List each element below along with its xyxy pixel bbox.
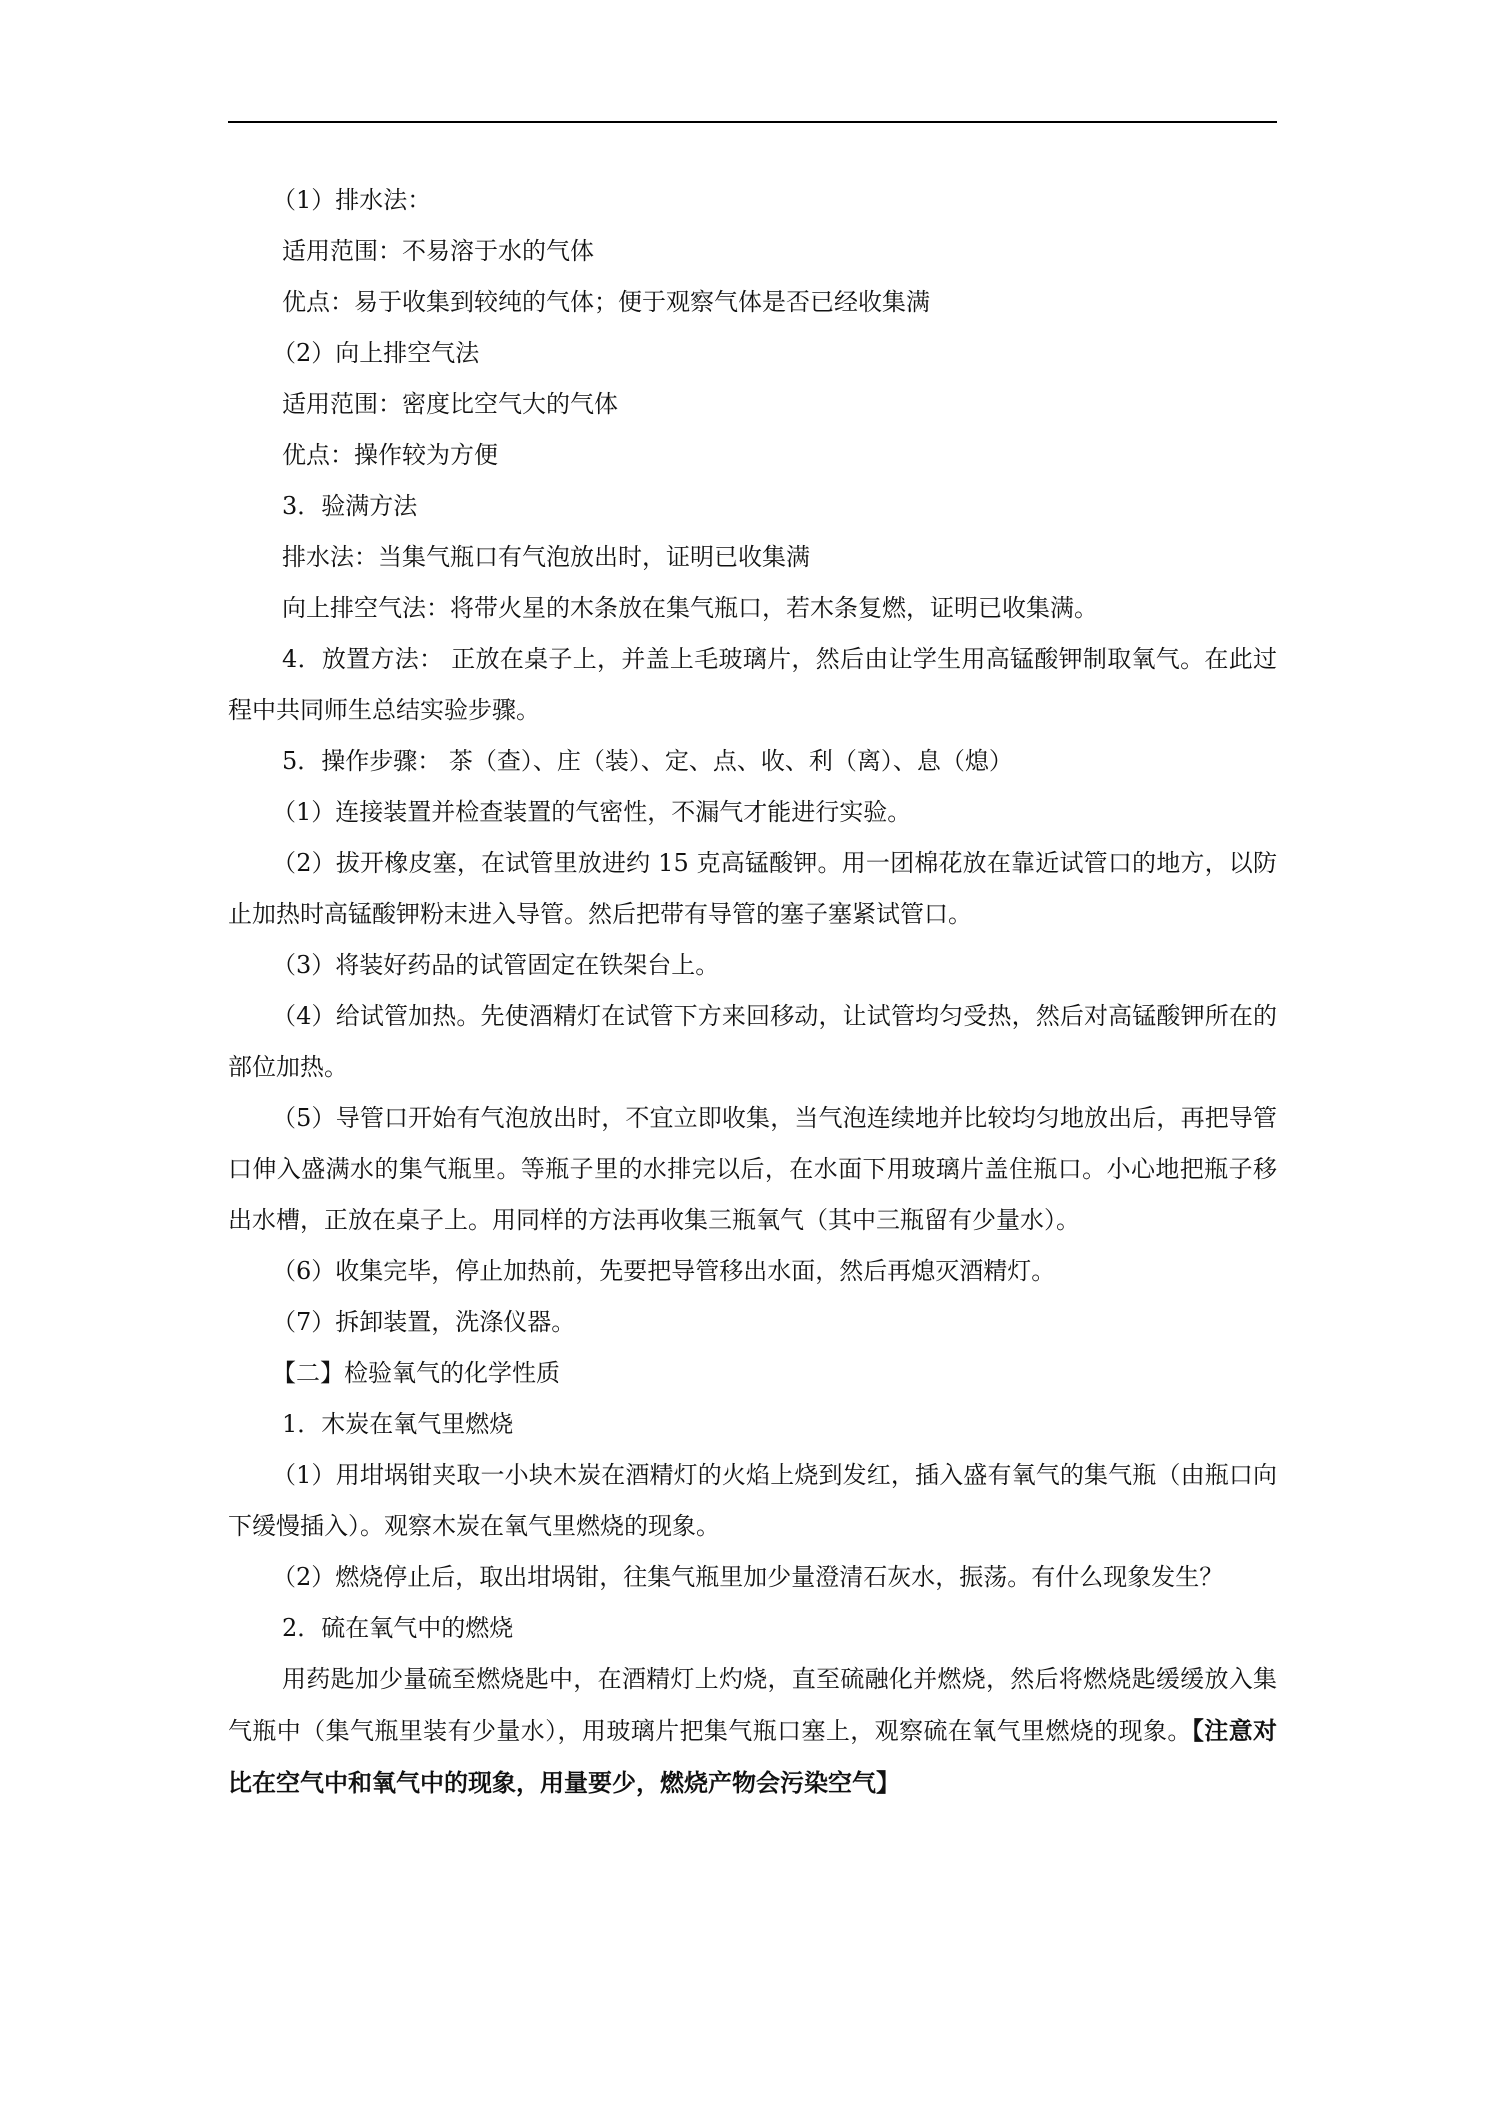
paragraph-12: （1）连接装置并检查装置的气密性，不漏气才能进行实验。 — [272, 798, 912, 826]
section-heading: 【二】检验氧气的化学性质 — [272, 1359, 560, 1387]
paragraph-5: 适用范围：密度比空气大的气体 — [282, 390, 618, 418]
paragraph-6: 优点：操作较为方便 — [282, 441, 498, 469]
paragraph-4: （2）向上排空气法 — [272, 339, 480, 367]
paragraph-7: 3．验满方法 — [282, 492, 418, 520]
paragraph-8: 排水法：当集气瓶口有气泡放出时，证明已收集满 — [282, 543, 810, 571]
paragraph-3: 优点：易于收集到较纯的气体；便于观察气体是否已经收集满 — [282, 288, 930, 316]
paragraph-9: 向上排空气法：将带火星的木条放在集气瓶口，若木条复燃，证明已收集满。 — [282, 594, 1098, 622]
paragraph-11: 5．操作步骤： 茶（查）、庄（装）、定、点、收、利（离）、息（熄） — [282, 747, 1013, 775]
paragraph-16: （5）导管口开始有气泡放出时，不宜立即收集，当气泡连续地并比较均匀地放出后，再把导管口伸入盛满水的集气瓶里。等瓶子里的水排完以后，在水面下用玻璃片盖住瓶口。小心地把瓶子移出水槽，正放在桌子上。用同样的方法再收集三瓶氧气（其中三瓶留有少量水）。 — [228, 1104, 1277, 1234]
header-rule — [228, 121, 1277, 123]
paragraph-10: 4．放置方法： 正放在桌子上，并盖上毛玻璃片，然后由让学生用高锰酸钾制取氧气。在此过程中共同师生总结实验步骤。 — [228, 645, 1277, 724]
safety-note: 【注意对比在空气中和氧气中的现象，用量要少，燃烧产物会污染空气】 — [228, 1716, 1277, 1797]
paragraph-22: （2）燃烧停止后，取出坩埚钳，往集气瓶里加少量澄清石灰水，振荡。有什么现象发生？ — [272, 1563, 1224, 1591]
paragraph-2: 适用范围：不易溶于水的气体 — [282, 237, 594, 265]
paragraph-23: 2．硫在氧气中的燃烧 — [282, 1614, 514, 1642]
paragraph-17: （6）收集完毕，停止加热前，先要把导管移出水面，然后再熄灭酒精灯。 — [272, 1257, 1056, 1285]
paragraph-13: （2）拔开橡皮塞，在试管里放进约 15 克高锰酸钾。用一团棉花放在靠近试管口的地方，以防止加热时高锰酸钾粉末进入导管。然后把带有导管的塞子塞紧试管口。 — [228, 849, 1277, 928]
paragraph-21: （1）用坩埚钳夹取一小块木炭在酒精灯的火焰上烧到发红，插入盛有氧气的集气瓶（由瓶口向下缓慢插入）。观察木炭在氧气里燃烧的现象。 — [228, 1461, 1277, 1540]
paragraph-14: （3）将装好药品的试管固定在铁架台上。 — [272, 951, 720, 979]
paragraph-24 — [228, 1654, 1277, 1809]
paragraph-1: （1）排水法： — [272, 186, 432, 214]
paragraph-15: （4）给试管加热。先使酒精灯在试管下方来回移动，让试管均匀受热，然后对高锰酸钾所在的部位加热。 — [228, 1002, 1277, 1081]
paragraph-18: （7）拆卸装置，洗涤仪器。 — [272, 1308, 576, 1336]
paragraph-24-text: 用药匙加少量硫至燃烧匙中，在酒精灯上灼烧，直至硫融化并燃烧，然后将燃烧匙缓缓放入集气瓶中（集气瓶里装有少量水），用玻璃片把集气瓶口塞上，观察硫在氧气里燃烧的现象。 — [228, 1665, 1277, 1745]
document-body — [228, 175, 1277, 1809]
paragraph-20: 1．木炭在氧气里燃烧 — [282, 1410, 514, 1438]
